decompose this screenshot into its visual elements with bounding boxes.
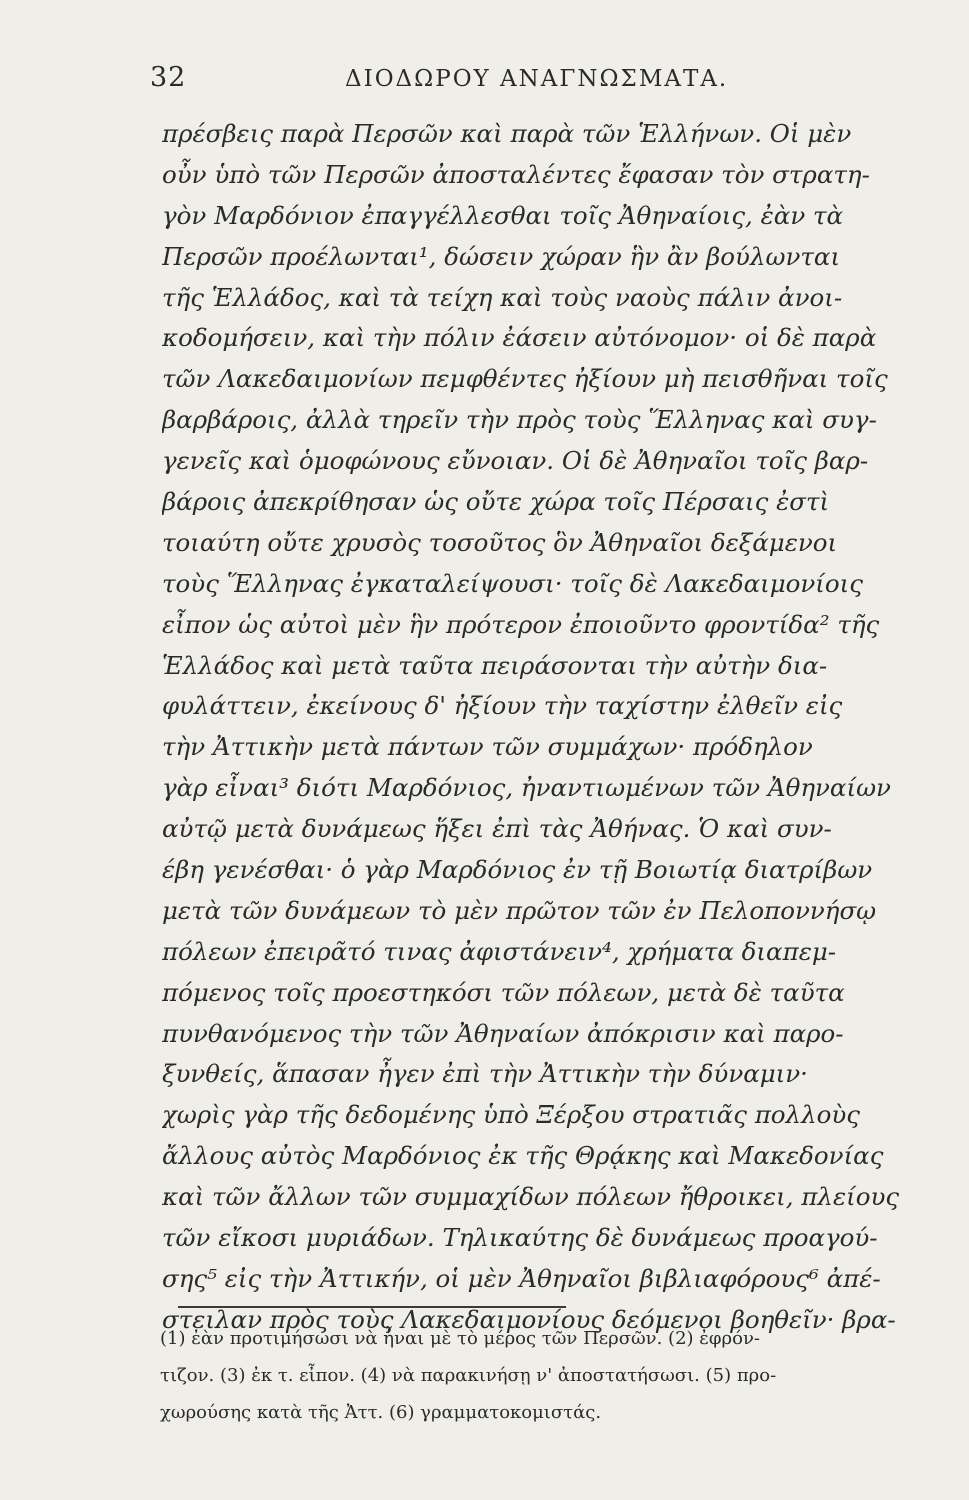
text-line: πρέσβεις παρὰ Περσῶν καὶ παρὰ τῶν Ἑλλήνων. Οἱ μὲν xyxy=(162,119,852,148)
text-line: γὰρ εἶναι³ διότι Μαρδόνιος, ἠναντιωμένων τῶν Ἀθηναίων xyxy=(162,773,891,803)
text-line: Περσῶν προέλωνται¹, δώσειν χώραν ἣν ἂν βούλωνται xyxy=(162,241,841,271)
text-line: τῶν εἴκοσι μυριάδων. Τηλικαύτης δὲ δυνάμεως προαγού- xyxy=(162,1223,878,1253)
footnote-line: χωρούσης κατὰ τῆς Ἀττ. (6) γραμματοκομιστάς. xyxy=(160,1402,602,1423)
text-line: εἶπον ὡς αὐτοὶ μὲν ἣν πρότερον ἐποιοῦντο φροντίδα² τῆς xyxy=(162,609,880,639)
text-line: οὖν ὑπὸ τῶν Περσῶν ἀποσταλέντες ἔφασαν τὸν στρατη- xyxy=(162,159,870,189)
text-line: τὴν Ἀττικὴν μετὰ πάντων τῶν συμμάχων· πρόδηλον xyxy=(162,732,813,762)
page-number: 32 xyxy=(150,62,187,93)
text-line: βάροις ἀπεκρίθησαν ὡς οὔτε χώρα τοῖς Πέρσαις ἐστὶ xyxy=(162,487,830,517)
running-title: ΔΙΟΔΩΡΟΥ ΑΝΑΓΝΩΣΜΑΤΑ. xyxy=(345,66,729,92)
text-line: τοιαύτη οὔτε χρυσὸς τοσοῦτος ὃν Ἀθηναῖοι δεξάμενοι xyxy=(162,527,838,557)
footnotes xyxy=(160,1320,940,1431)
text-line: φυλάττειν, ἐκείνους δ' ἠξίουν τὴν ταχίστην ἐλθεῖν εἰς xyxy=(162,691,843,721)
footnote-line: τιζον. (3) ἐκ τ. εἶπον. (4) νὰ παρακινήσῃ ν' ἀποστατήσωσι. (5) προ- xyxy=(160,1365,777,1386)
text-line: πυνθανόμενος τὴν τῶν Ἀθηναίων ἀπόκρισιν καὶ παρο- xyxy=(162,1018,844,1048)
text-line: τῆς Ἑλλάδος, καὶ τὰ τείχη καὶ τοὺς ναοὺς πάλιν ἀνοι- xyxy=(162,282,843,312)
text-line: μετὰ τῶν δυνάμεων τὸ μὲν πρῶτον τῶν ἐν Πελοποννήσῳ xyxy=(162,895,877,925)
footnote-divider xyxy=(178,1306,566,1308)
text-line: βαρβάροις, ἀλλὰ τηρεῖν τὴν πρὸς τοὺς Ἕλληνας καὶ συγ- xyxy=(162,405,877,435)
text-line: γὸν Μαρδόνιον ἐπαγγέλλεσθαι τοῖς Ἀθηναίοις, ἐὰν τὰ xyxy=(162,200,844,230)
text-line: Ἑλλάδος καὶ μετὰ ταῦτα πειράσονται τὴν αὐτὴν δια- xyxy=(162,650,828,680)
page-header xyxy=(150,62,940,102)
text-line: τοὺς Ἕλληνας ἐγκαταλείψουσι· τοῖς δὲ Λακεδαιμονίοις xyxy=(162,568,863,598)
text-line: κοδομήσειν, καὶ τὴν πόλιν ἐάσειν αὐτόνομον· οἱ δὲ παρὰ xyxy=(162,323,877,353)
text-line: ἄλλους αὐτὸς Μαρδόνιος ἐκ τῆς Θρᾴκης καὶ Μακεδονίας xyxy=(162,1141,884,1171)
text-line: γενεῖς καὶ ὁμοφώνους εὔνοιαν. Οἱ δὲ Ἀθηναῖοι τοῖς βαρ- xyxy=(162,446,869,476)
text-line: σης⁵ εἰς τὴν Ἀττικήν, οἱ μὲν Ἀθηναῖοι βιβλιαφόρους⁶ ἀπέ- xyxy=(162,1263,881,1293)
text-line: καὶ τῶν ἄλλων τῶν συμμαχίδων πόλεων ἤθροικει, πλείους xyxy=(162,1182,900,1212)
text-line: πόμενος τοῖς προεστηκόσι τῶν πόλεων, μετὰ δὲ ταῦτα xyxy=(162,977,845,1007)
footnote-line: (1) ἐὰν προτιμήσωσι νὰ ἦναι μὲ τὸ μέρος τῶν Περσῶν. (2) ἐφρόν- xyxy=(160,1328,760,1349)
body-text xyxy=(162,114,940,1341)
text-line: ξυνθείς, ἅπασαν ἦγεν ἐπὶ τὴν Ἀττικὴν τὴν δύναμιν· xyxy=(162,1059,808,1089)
text-line: τῶν Λακεδαιμονίων πεμφθέντες ἠξίουν μὴ πεισθῆναι τοῖς xyxy=(162,364,888,394)
text-line: στειλαν πρὸς τοὺς Λακεδαιμονίους δεόμενοι βοηθεῖν· βρα- xyxy=(162,1304,896,1334)
text-line: έβη γενέσθαι· ὁ γὰρ Μαρδόνιος ἐν τῇ Βοιωτίᾳ διατρίβων xyxy=(162,855,873,885)
text-line: πόλεων ἐπειρᾶτό τινας ἀφιστάνειν⁴, χρήματα διαπεμ- xyxy=(162,936,837,966)
text-line: χωρὶς γὰρ τῆς δεδομένης ὑπὸ Ξέρξου στρατιᾶς πολλοὺς xyxy=(162,1100,860,1130)
text-line: αὐτῷ μετὰ δυνάμεως ἥξει ἐπὶ τὰς Ἀθήνας. Ὁ καὶ συν- xyxy=(162,814,832,844)
